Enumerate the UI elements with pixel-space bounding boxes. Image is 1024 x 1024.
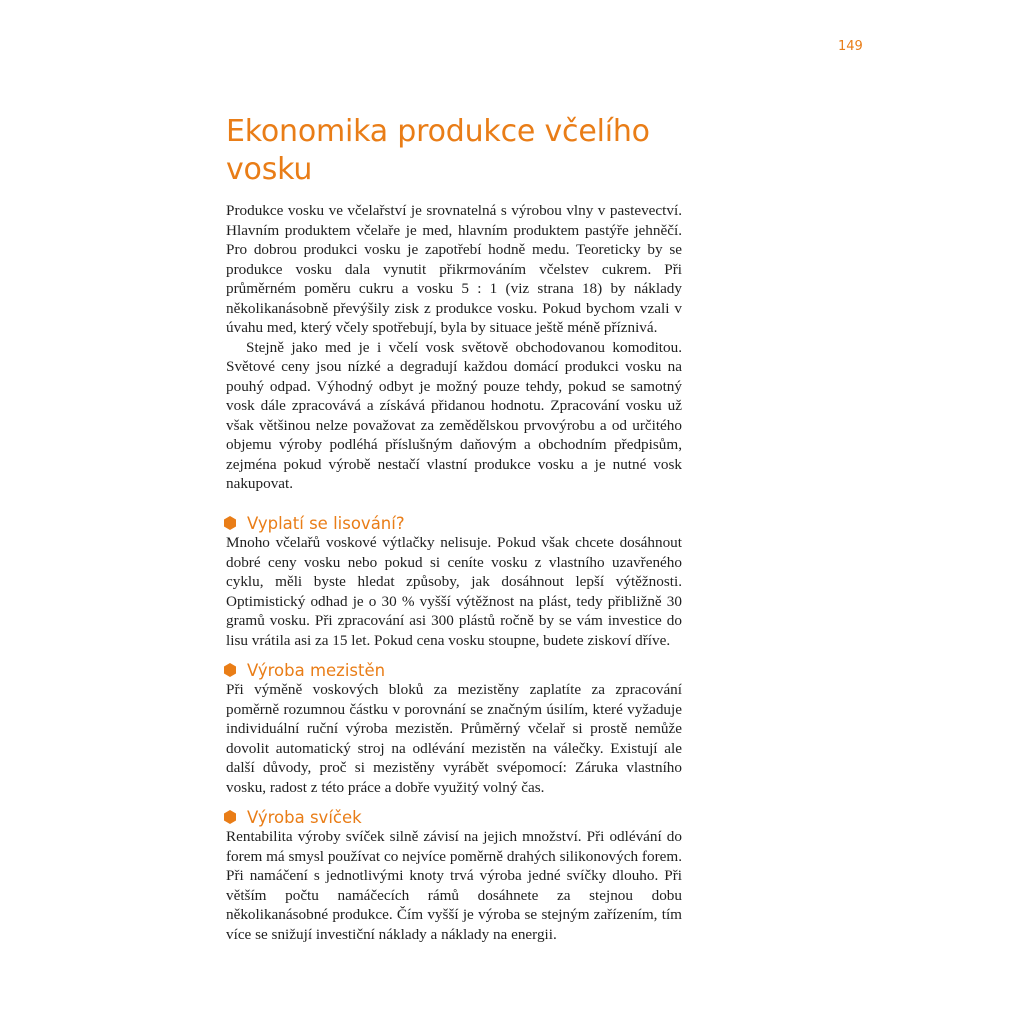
section-paragraph: Mnoho včelařů voskové výtlačky nelisuje. Pokud však chcete dosáhnout dobré ceny vosku nebo pokud si ceníte vosku z vlastního uzavřeného cyklu, měli byste hledat způsoby, jak dosáhnout lepší výtěžnosti. Optimistický odhad je o 30 % vyšší výtěžnost na plást, tedy přibližně 30 gramů vosku. Při zpracování asi 300 plástů ročně by se vám investice do lisu vrátila asi za 15 let. Pokud cena vosku stoupne, budete ziskoví dříve.	[226, 534, 682, 649]
section-heading-label: Výroba svíček	[247, 807, 362, 827]
section-heading-label: Výroba mezistěn	[247, 660, 386, 680]
section-paragraph: Při výměně voskových bloků za mezistěny zaplatíte za zpracování poměrně rozumnou částku v porovnání se značným úsilím, které vyžaduje individuální ruční výroba mezistěn. Průměrný včelař si prostě nemůže dovolit automatický stroj na odlévání mezistěn na válečky. Existují ale další důvody, proč si mezistěny vyrábět svépomocí: Záruka vlastního vosku, radost z této práce a dobře využitý volný čas.	[226, 681, 682, 796]
section-heading-foundation	[224, 659, 385, 681]
section-text-pressing	[226, 533, 682, 650]
section-heading-label: Vyplatí se lisování?	[247, 513, 405, 533]
section-text-foundation	[226, 680, 682, 797]
section-heading-pressing	[224, 512, 405, 534]
intro-text	[226, 201, 682, 494]
page-title: Ekonomika produkce včelího vosku	[226, 114, 650, 187]
intro-paragraph: Stejně jako med je i včelí vosk světově obchodovanou komoditou. Světové ceny jsou nízké a degradují každou domácí produkci vosku na pouhý odpad. Výhodný odbyt je možný pouze tehdy, pokud se samotný vosk dále zpracovává a získává přidanou hodnotu. Zpracování vosku už však většinou nelze považovat za zemědělskou prvovýrobu a od určitého objemu výroby podléhá příslušným daňovým a obchodním předpisům, zejména pokud výrobě nestačí vlastní produkce vosku a je nutné vosk nakupovat.	[226, 338, 682, 492]
section-heading-candles	[224, 806, 362, 828]
section-paragraph: Rentabilita výroby svíček silně závisí na jejich množství. Při odlévání do forem má smysl používat co nejvíce poměrně drahých silikonových forem. Při namáčení s jednotlivými knoty trvá výroba jedné svíčky dlouho. Při větším počtu namáčecích rámů dosáhnete za stejnou dobu několikanásobné produkce. Čím vyšší je výroba se stejným zařízením, tím více se snižují investiční náklady a náklady na energii.	[226, 828, 682, 943]
section-text-candles	[226, 827, 682, 944]
intro-paragraph: Produkce vosku ve včelařství je srovnatelná s výrobou vlny v pastevectví. Hlavním produktem včelaře je med, hlavním produktem pastýře jehněčí. Pro dobrou produkci vosku je zapotřebí hodně medu. Teoreticky by se produkce vosku dala vynutit přikrmováním včelstev cukrem. Při průměrném poměru cukru a vosku 5 : 1 (viz strana 18) by náklady několikanásobně převýšily zisk z produkce vosku. Pokud bychom vzali v úvahu med, který včely spotřebují, byla by situace ještě méně příznivá.	[226, 202, 682, 336]
page-number: 149	[838, 39, 863, 54]
hexagon-icon	[224, 810, 236, 824]
hexagon-icon	[224, 516, 236, 530]
hexagon-icon	[224, 663, 236, 677]
